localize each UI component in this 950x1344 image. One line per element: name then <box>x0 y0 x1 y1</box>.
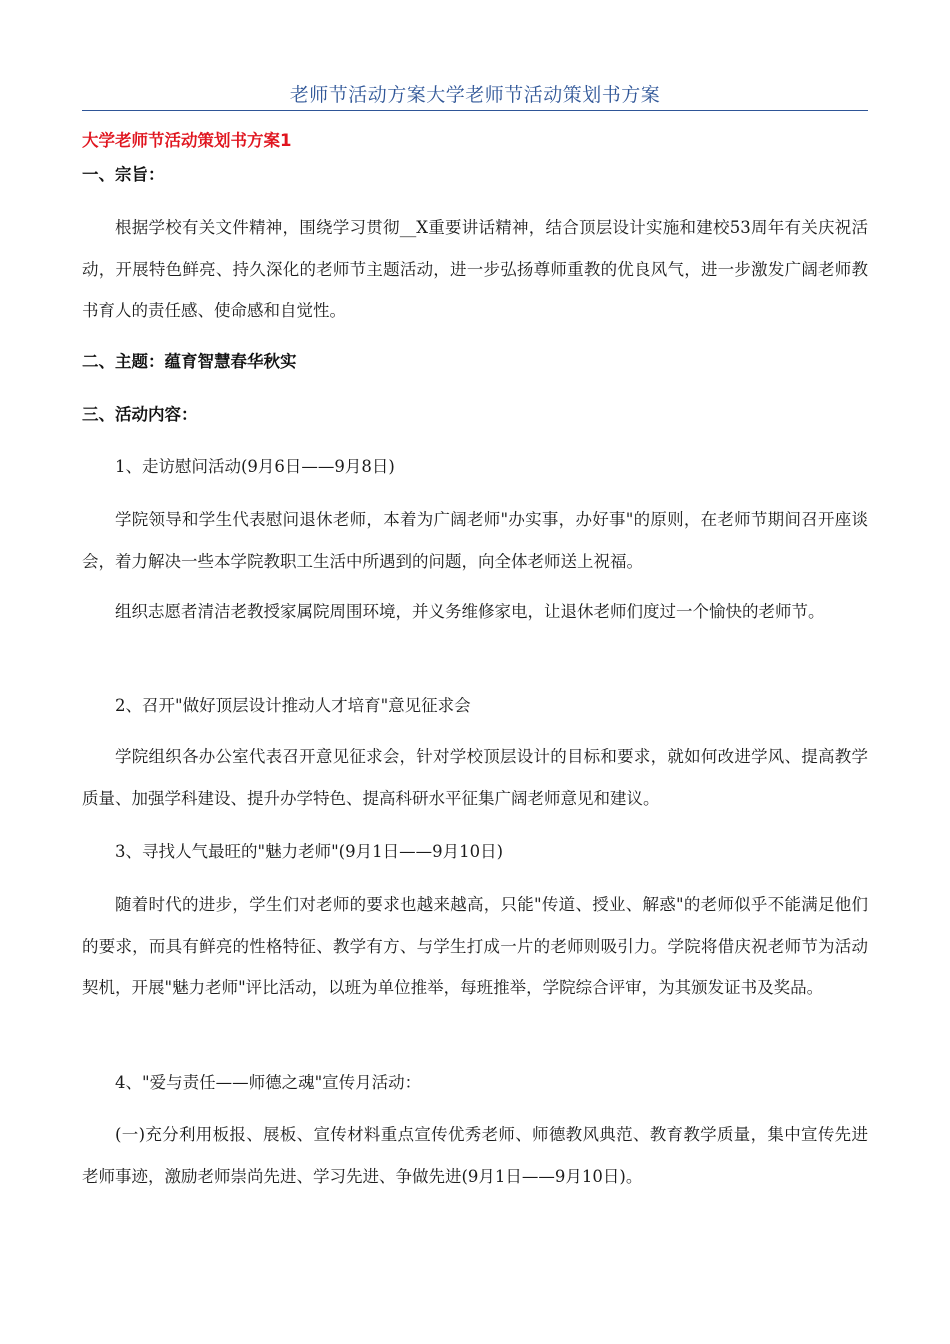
paragraph-visit-1: 学院领导和学生代表慰问退休老师，本着为广阔老师"办实事，办好事"的原则，在老师节期间召开座谈会，着力解决一些本学院教职工生活中所遇到的问题，向全体老师送上祝福。 <box>82 510 868 571</box>
section-heading-purpose: 一、宗旨： <box>82 165 165 184</box>
item-title-charm-teacher: 3、寻找人气最旺的"魅力老师"(9月1日——9月10日) <box>115 842 504 861</box>
item-title-meeting: 2、召开"做好顶层设计推动人才培育"意见征求会 <box>115 696 471 715</box>
page-header <box>82 82 868 111</box>
paragraph-purpose: 根据学校有关文件精神，围绕学习贯彻__X重要讲话精神，结合顶层设计实施和建校53周年有关庆祝活动，开展特色鲜亮、持久深化的老师节主题活动，进一步弘扬尊师重教的优良风气，进一步激发广阔老师教书育人的责任感、使命感和自觉性。 <box>82 218 868 320</box>
paragraph-visit-2: 组织志愿者清洁老教授家属院周围环境，并义务维修家电，让退休老师们度过一个愉快的老师节。 <box>115 602 825 621</box>
paragraph-ethics-month: (一)充分利用板报、展板、宣传材料重点宣传优秀老师、师德教风典范、教育教学质量，集中宣传先进老师事迹，激励老师崇尚先进、学习先进、争做先进(9月1日——9月10日)。 <box>82 1125 868 1186</box>
section-heading-theme: 二、主题：蕴育智慧春华秋实 <box>82 352 297 371</box>
item-title-visit: 1、走访慰问活动(9月6日——9月8日) <box>115 457 395 476</box>
section-heading-content: 三、活动内容： <box>82 405 198 424</box>
paragraph-meeting: 学院组织各办公室代表召开意见征求会，针对学校顶层设计的目标和要求，就如何改进学风、提高教学质量、加强学科建设、提升办学特色、提高科研水平征集广阔老师意见和建议。 <box>82 747 868 808</box>
page-header-title: 老师节活动方案大学老师节活动策划书方案 <box>289 84 661 106</box>
paragraph-charm-teacher: 随着时代的进步，学生们对老师的要求也越来越高，只能"传道、授业、解惑"的老师似乎不能满足他们的要求，而具有鲜亮的性格特征、教学有方、与学生打成一片的老师则吸引力。学院将借庆祝老师节为活动契机，开展"魅力老师"评比活动，以班为单位推举，每班推举，学院综合评审，为其颁发证书及奖品。 <box>82 895 868 997</box>
item-title-ethics-month: 4、"爱与责任——师德之魂"宣传月活动： <box>115 1073 422 1092</box>
document-title: 大学老师节活动策划书方案1 <box>82 131 292 150</box>
